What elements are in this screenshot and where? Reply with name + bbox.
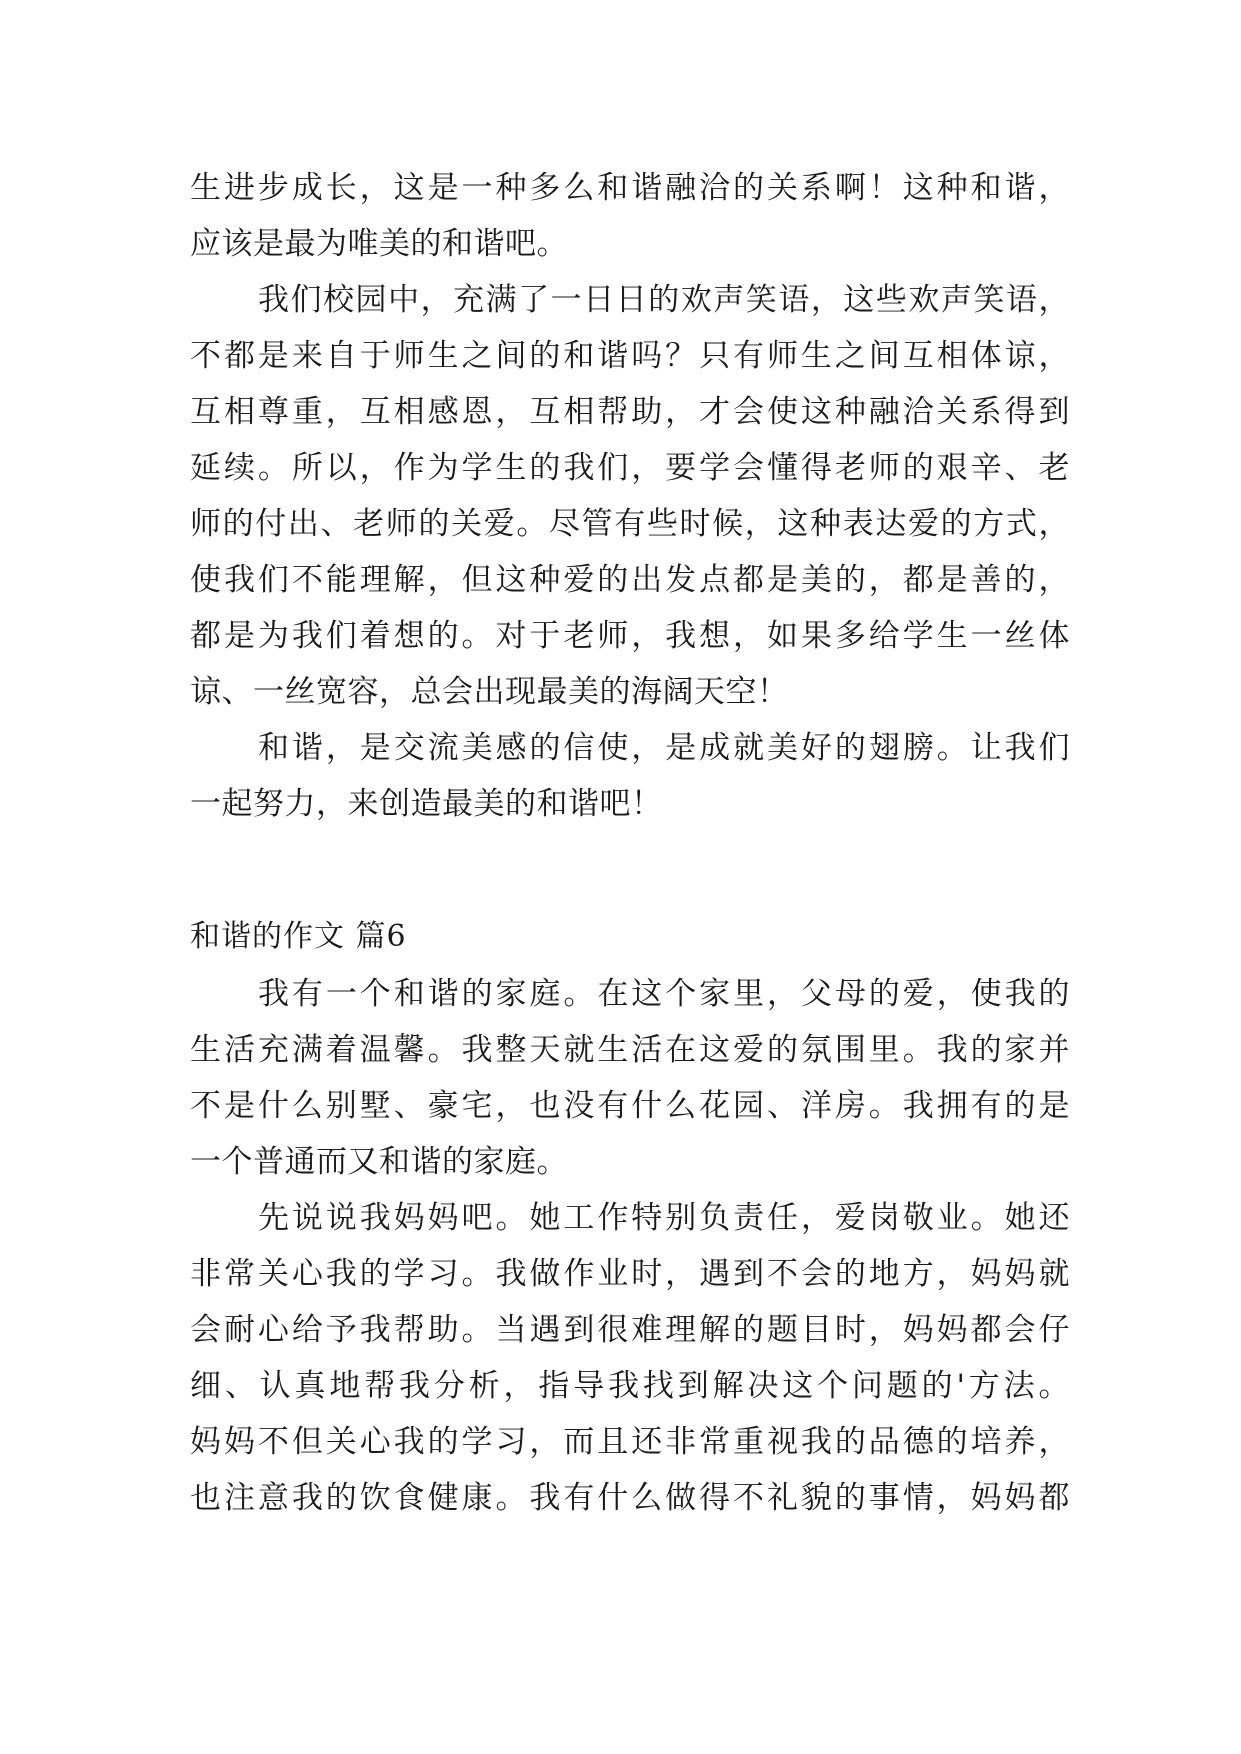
text-line: 也注意我的饮食健康。我有什么做得不礼貌的事情，妈妈都 [190,1480,1070,1516]
text-line: 生进步成长，这是一种多么和谐融洽的关系啊！这种和谐， [190,170,1070,206]
text-line: 都是为我们着想的。对于老师，我想，如果多给学生一丝体 [190,618,1070,654]
text-line: 不都是来自于师生之间的和谐吗？只有师生之间互相体谅， [190,338,1070,374]
text-line: 我有一个和谐的家庭。在这个家里，父母的爱，使我的 [258,976,1070,1012]
text-line: 延续。所以，作为学生的我们，要学会懂得老师的艰辛、老 [190,450,1070,486]
text-line: 非常关心我的学习。我做作业时，遇到不会的地方，妈妈就 [190,1256,1070,1292]
text-line: 会耐心给予我帮助。当遇到很难理解的题目时，妈妈都会仔 [190,1312,1070,1348]
text-line: 一起努力，来创造最美的和谐吧！ [190,786,663,822]
text-line: 一个普通而又和谐的家庭。 [190,1144,568,1180]
section-heading: 和谐的作文 篇6 [190,919,407,954]
text-line: 应该是最为唯美的和谐吧。 [190,226,568,262]
text-line: 谅、一丝宽容，总会出现最美的海阔天空！ [190,674,789,710]
text-line: 互相尊重，互相感恩，互相帮助，才会使这种融洽关系得到 [190,394,1070,430]
text-line: 使我们不能理解，但这种爱的出发点都是美的，都是善的， [190,562,1070,598]
text-line: 师的付出、老师的关爱。尽管有些时候，这种表达爱的方式， [190,506,1070,542]
text-line: 和谐，是交流美感的信使，是成就美好的翅膀。让我们 [258,730,1070,766]
text-line: 妈妈不但关心我的学习，而且还非常重视我的品德的培养， [190,1424,1070,1460]
text-line: 细、认真地帮我分析，指导我找到解决这个问题的'方法。 [190,1368,1070,1404]
text-line: 生活充满着温馨。我整天就生活在这爱的氛围里。我的家并 [190,1032,1070,1068]
text-line: 先说说我妈妈吧。她工作特别负责任，爱岗敬业。她还 [258,1200,1070,1236]
text-line: 我们校园中，充满了一日日的欢声笑语，这些欢声笑语， [258,282,1070,318]
text-line: 不是什么别墅、豪宅，也没有什么花园、洋房。我拥有的是 [190,1088,1070,1124]
